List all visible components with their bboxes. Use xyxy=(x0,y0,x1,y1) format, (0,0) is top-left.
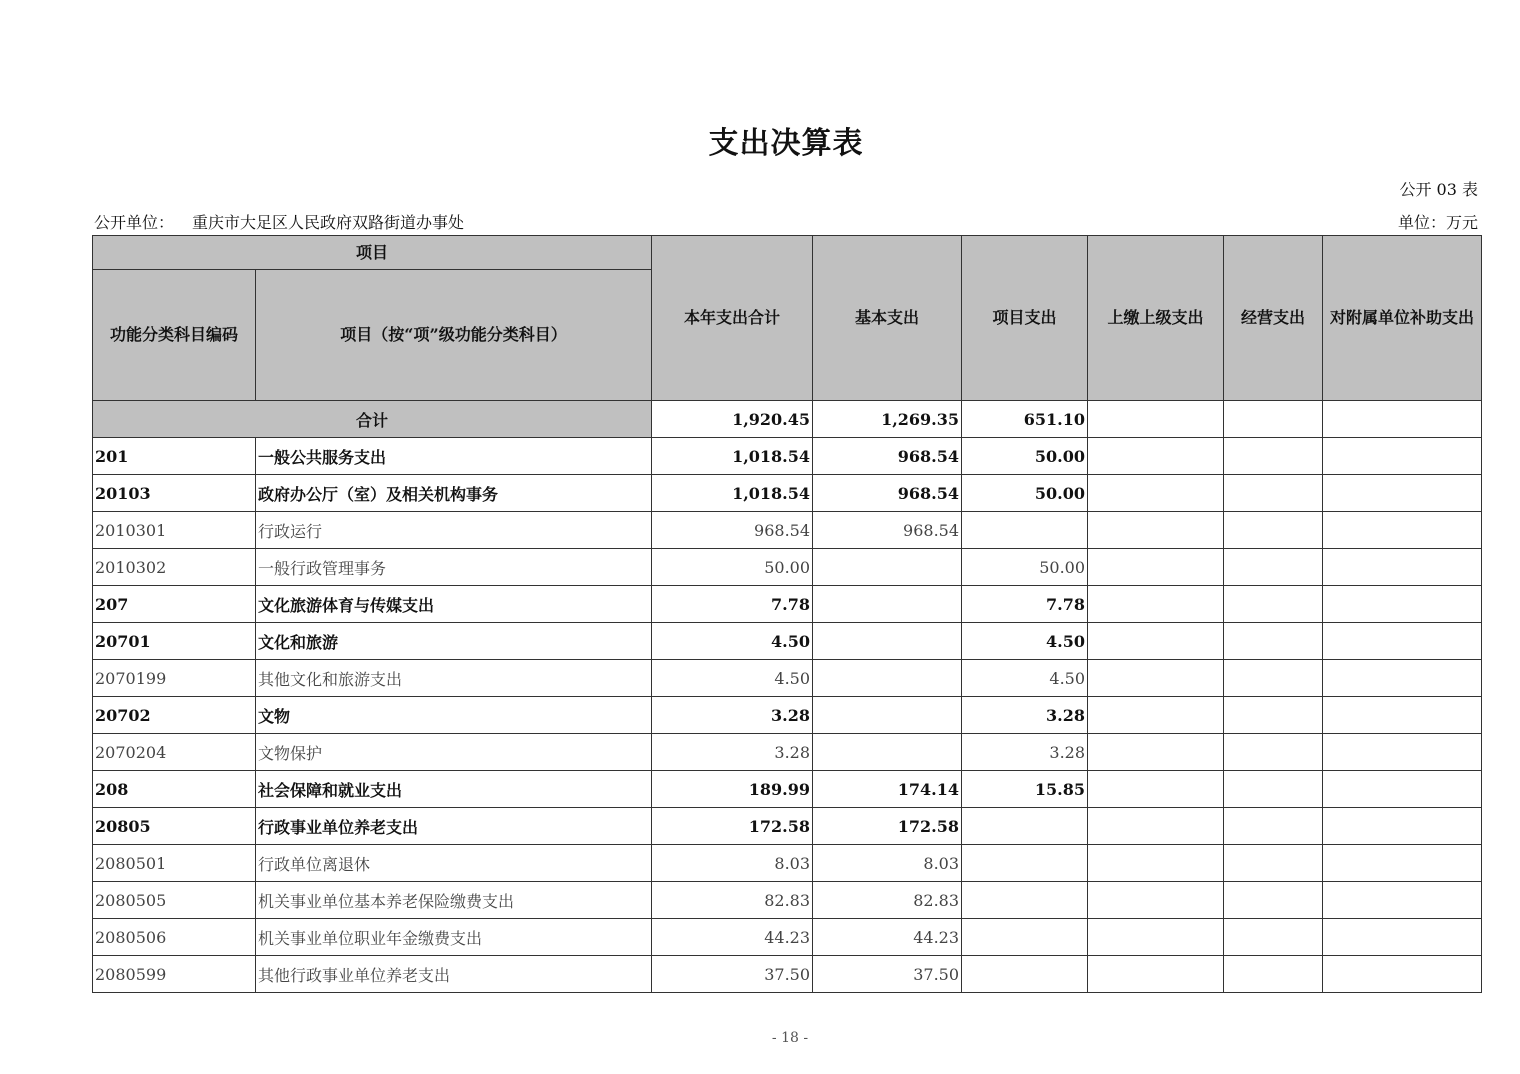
row-name: 社会保障和就业支出 xyxy=(256,771,652,808)
row-name: 其他文化和旅游支出 xyxy=(256,660,652,697)
row-name: 行政事业单位养老支出 xyxy=(256,808,652,845)
row-project xyxy=(962,808,1088,845)
row-basic: 968.54 xyxy=(813,475,962,512)
table-row xyxy=(93,845,1482,882)
row-name: 政府办公厅（室）及相关机构事务 xyxy=(256,475,652,512)
row-code: 2070199 xyxy=(93,660,256,697)
row-subsidy xyxy=(1323,771,1482,808)
table-row xyxy=(93,734,1482,771)
row-code: 20805 xyxy=(93,808,256,845)
row-name: 一般公共服务支出 xyxy=(256,438,652,475)
reporting-unit xyxy=(94,210,464,233)
header-subsidy: 对附属单位补助支出 xyxy=(1323,236,1482,401)
row-business xyxy=(1224,549,1323,586)
row-total: 4.50 xyxy=(652,660,813,697)
row-basic xyxy=(813,697,962,734)
row-business xyxy=(1224,919,1323,956)
row-upper xyxy=(1088,549,1224,586)
row-total: 3.28 xyxy=(652,697,813,734)
row-name: 文物保护 xyxy=(256,734,652,771)
row-code: 2080599 xyxy=(93,956,256,993)
row-code: 20702 xyxy=(93,697,256,734)
row-project: 7.78 xyxy=(962,586,1088,623)
row-business xyxy=(1224,623,1323,660)
row-total: 3.28 xyxy=(652,734,813,771)
row-subsidy xyxy=(1323,586,1482,623)
row-business xyxy=(1224,660,1323,697)
row-basic: 968.54 xyxy=(813,438,962,475)
row-business xyxy=(1224,697,1323,734)
row-code: 2010301 xyxy=(93,512,256,549)
table-row xyxy=(93,438,1482,475)
row-total: 968.54 xyxy=(652,512,813,549)
header-business-expense: 经营支出 xyxy=(1224,236,1323,401)
row-project: 3.28 xyxy=(962,734,1088,771)
row-business xyxy=(1224,475,1323,512)
row-business xyxy=(1224,845,1323,882)
row-code: 2080505 xyxy=(93,882,256,919)
row-total: 50.00 xyxy=(652,549,813,586)
row-name: 其他行政事业单位养老支出 xyxy=(256,956,652,993)
row-subsidy xyxy=(1323,808,1482,845)
row-project: 4.50 xyxy=(962,623,1088,660)
row-business xyxy=(1224,956,1323,993)
row-basic xyxy=(813,734,962,771)
row-subsidy xyxy=(1323,475,1482,512)
header-project-expense: 项目支出 xyxy=(962,236,1088,401)
row-project: 3.28 xyxy=(962,697,1088,734)
row-basic: 968.54 xyxy=(813,512,962,549)
row-basic xyxy=(813,660,962,697)
row-total: 1,018.54 xyxy=(652,438,813,475)
row-project: 50.00 xyxy=(962,549,1088,586)
row-basic xyxy=(813,549,962,586)
row-upper xyxy=(1088,475,1224,512)
total-total: 1,920.45 xyxy=(652,401,813,438)
row-total: 172.58 xyxy=(652,808,813,845)
row-subsidy xyxy=(1323,919,1482,956)
row-project xyxy=(962,956,1088,993)
row-upper xyxy=(1088,438,1224,475)
row-upper xyxy=(1088,882,1224,919)
row-code: 2070204 xyxy=(93,734,256,771)
row-basic xyxy=(813,586,962,623)
row-basic xyxy=(813,623,962,660)
row-name: 文化和旅游 xyxy=(256,623,652,660)
table-row xyxy=(93,919,1482,956)
row-name: 机关事业单位职业年金缴费支出 xyxy=(256,919,652,956)
row-upper xyxy=(1088,623,1224,660)
row-business xyxy=(1224,734,1323,771)
header-item: 项目（按“项”级功能分类科目） xyxy=(256,270,652,401)
page-number: - 18 - xyxy=(771,1030,809,1046)
table-row xyxy=(93,808,1482,845)
table-row xyxy=(93,549,1482,586)
header-basic-expense: 基本支出 xyxy=(813,236,962,401)
reporting-unit-name: 重庆市大足区人民政府双路街道办事处 xyxy=(192,213,465,232)
table-row xyxy=(93,586,1482,623)
total-subsidy xyxy=(1323,401,1482,438)
row-upper xyxy=(1088,660,1224,697)
row-business xyxy=(1224,512,1323,549)
table-row xyxy=(93,697,1482,734)
row-business xyxy=(1224,438,1323,475)
row-project xyxy=(962,512,1088,549)
row-upper xyxy=(1088,808,1224,845)
table-row xyxy=(93,623,1482,660)
row-total: 1,018.54 xyxy=(652,475,813,512)
row-code: 2080501 xyxy=(93,845,256,882)
table-row xyxy=(93,660,1482,697)
row-upper xyxy=(1088,512,1224,549)
row-code: 20701 xyxy=(93,623,256,660)
row-project: 15.85 xyxy=(962,771,1088,808)
header-upper-payment: 上缴上级支出 xyxy=(1088,236,1224,401)
document-title: 支出决算表 xyxy=(708,126,864,161)
row-project xyxy=(962,919,1088,956)
total-label: 合计 xyxy=(93,401,652,438)
row-total: 7.78 xyxy=(652,586,813,623)
row-basic: 8.03 xyxy=(813,845,962,882)
row-subsidy xyxy=(1323,549,1482,586)
total-row xyxy=(93,401,1482,438)
row-business xyxy=(1224,586,1323,623)
total-business xyxy=(1224,401,1323,438)
header-code: 功能分类科目编码 xyxy=(93,270,256,401)
row-basic: 82.83 xyxy=(813,882,962,919)
row-upper xyxy=(1088,845,1224,882)
row-project xyxy=(962,882,1088,919)
row-upper xyxy=(1088,919,1224,956)
row-subsidy xyxy=(1323,660,1482,697)
row-code: 207 xyxy=(93,586,256,623)
table-row xyxy=(93,882,1482,919)
reporting-unit-label: 公开单位： xyxy=(94,213,175,232)
row-name: 机关事业单位基本养老保险缴费支出 xyxy=(256,882,652,919)
total-upper xyxy=(1088,401,1224,438)
row-total: 82.83 xyxy=(652,882,813,919)
row-code: 208 xyxy=(93,771,256,808)
row-total: 8.03 xyxy=(652,845,813,882)
row-upper xyxy=(1088,586,1224,623)
row-basic: 37.50 xyxy=(813,956,962,993)
form-number: 公开 03 表 xyxy=(1399,180,1478,199)
row-subsidy xyxy=(1323,734,1482,771)
row-total: 189.99 xyxy=(652,771,813,808)
row-name: 一般行政管理事务 xyxy=(256,549,652,586)
table-row xyxy=(93,475,1482,512)
row-basic: 44.23 xyxy=(813,919,962,956)
row-subsidy xyxy=(1323,512,1482,549)
row-code: 201 xyxy=(93,438,256,475)
row-total: 37.50 xyxy=(652,956,813,993)
row-name: 行政运行 xyxy=(256,512,652,549)
row-upper xyxy=(1088,956,1224,993)
row-project: 50.00 xyxy=(962,438,1088,475)
row-upper xyxy=(1088,734,1224,771)
row-basic: 172.58 xyxy=(813,808,962,845)
row-name: 文物 xyxy=(256,697,652,734)
row-business xyxy=(1224,808,1323,845)
row-total: 4.50 xyxy=(652,623,813,660)
row-subsidy xyxy=(1323,438,1482,475)
row-code: 2010302 xyxy=(93,549,256,586)
row-subsidy xyxy=(1323,956,1482,993)
row-upper xyxy=(1088,771,1224,808)
row-project xyxy=(962,845,1088,882)
currency-unit: 单位：万元 xyxy=(1397,213,1478,232)
table-row xyxy=(93,771,1482,808)
table-row xyxy=(93,512,1482,549)
row-business xyxy=(1224,882,1323,919)
row-name: 文化旅游体育与传媒支出 xyxy=(256,586,652,623)
row-upper xyxy=(1088,697,1224,734)
row-subsidy xyxy=(1323,845,1482,882)
row-subsidy xyxy=(1323,697,1482,734)
row-subsidy xyxy=(1323,882,1482,919)
header-total-expense: 本年支出合计 xyxy=(652,236,813,401)
row-code: 20103 xyxy=(93,475,256,512)
header-project: 项目 xyxy=(93,236,652,270)
row-name: 行政单位离退休 xyxy=(256,845,652,882)
row-subsidy xyxy=(1323,623,1482,660)
total-project: 651.10 xyxy=(962,401,1088,438)
total-basic: 1,269.35 xyxy=(813,401,962,438)
row-business xyxy=(1224,771,1323,808)
row-code: 2080506 xyxy=(93,919,256,956)
row-basic: 174.14 xyxy=(813,771,962,808)
expenditure-table xyxy=(92,235,1482,993)
table-row xyxy=(93,956,1482,993)
row-project: 4.50 xyxy=(962,660,1088,697)
row-project: 50.00 xyxy=(962,475,1088,512)
row-total: 44.23 xyxy=(652,919,813,956)
